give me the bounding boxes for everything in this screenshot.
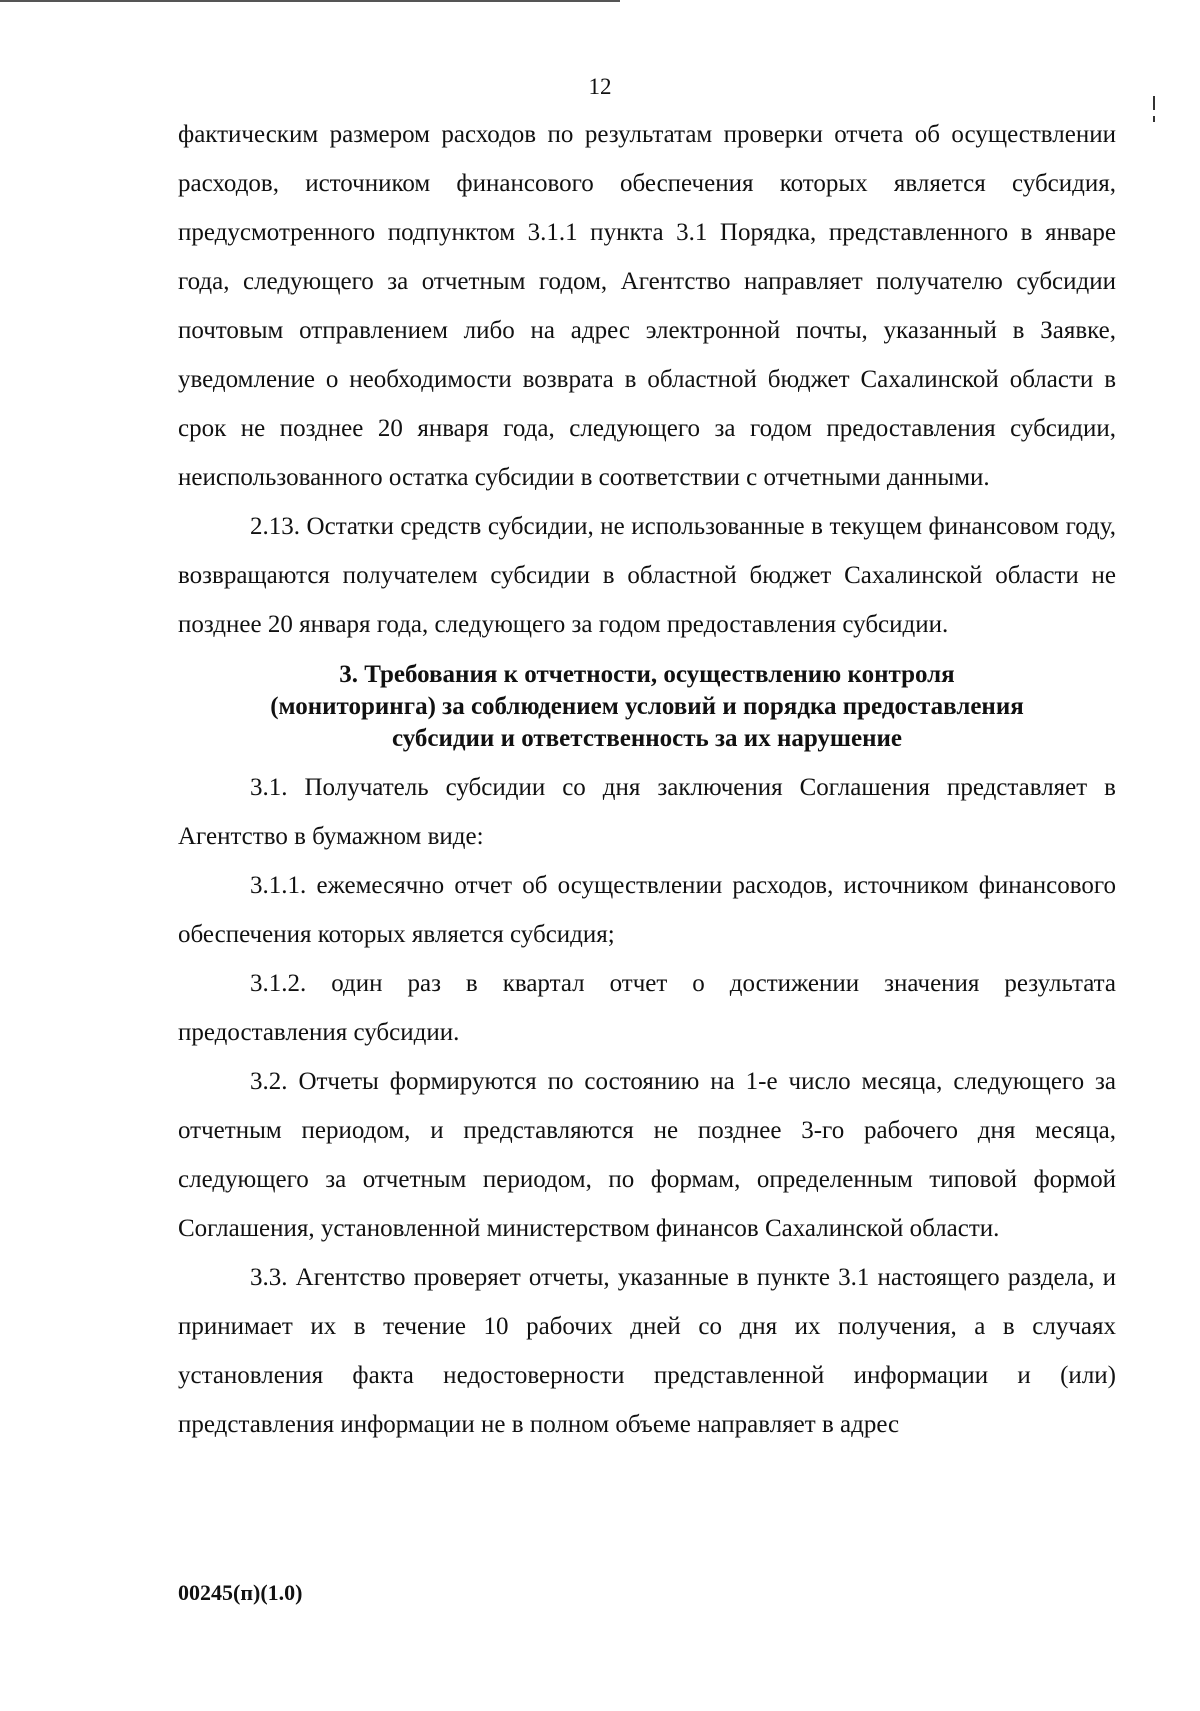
paragraph-3-1: 3.1. Получатель субсидии со дня заключения Соглашения представляет в Агентство в бумажном виде: — [178, 774, 1116, 850]
paragraph-2-13: 2.13. Остатки средств субсидии, не использованные в текущем финансовом году, возвращаются получателем субсидии в областной бюджет Сахалинской области не позднее 20 января года, следующего за годом предоставления субсидии. — [178, 513, 1116, 638]
scan-mark — [1153, 96, 1155, 110]
paragraph-continuation: фактическим размером расходов по результатам проверки отчета об осуществлении расходов, источником финансового обеспечения которых является субсидия, предусмотренного подпунктом 3.1.1 пункта 3.1 Порядка, представленного в январе года, следующего за отчетным годом, Агентство направляет получателю субсидии почтовым отправлением либо на адрес электронной почты, указанный в Заявке, уведомление о необходимости возврата в областной бюджет Сахалинской области в срок не позднее 20 января года, следующего за годом предоставления субсидии, неиспользованного остатка субсидии в соответствии с отчетными данными. — [178, 121, 1116, 491]
paragraph-3-3: 3.3. Агентство проверяет отчеты, указанные в пункте 3.1 настоящего раздела, и принимает их в течение 10 рабочих дней со дня их получения, а в случаях установления факта недостоверности представленной информации и (или) представления информации не в полном объеме направляет в адрес — [178, 1264, 1116, 1438]
paragraph-3-2: 3.2. Отчеты формируются по состоянию на 1-е число месяца, следующего за отчетным периодом, и представляются не позднее 3-го рабочего дня месяца, следующего за отчетным периодом, по формам, определенным типовой формой Соглашения, установленной министерством финансов Сахалинской области. — [178, 1068, 1116, 1242]
document-code: 00245(п)(1.0) — [178, 1580, 303, 1605]
document-body — [178, 110, 1116, 1449]
scan-border-line — [0, 0, 620, 2]
section-heading-line: субсидии и ответственность за их нарушение — [391, 725, 903, 752]
section-heading — [178, 659, 1116, 755]
section-heading-line: 3. Требования к отчетности, осуществлению контроля — [339, 661, 955, 688]
scan-mark — [1153, 116, 1155, 122]
section-heading-line: (мониторинга) за соблюдением условий и порядка предоставления — [270, 693, 1024, 720]
page-number: 12 — [588, 74, 612, 99]
paragraph-3-1-1: 3.1.1. ежемесячно отчет об осуществлении расходов, источником финансового обеспечения которых является субсидия; — [178, 872, 1116, 948]
paragraph-3-1-2: 3.1.2. один раз в квартал отчет о достижении значения результата предоставления субсидии. — [178, 970, 1116, 1046]
